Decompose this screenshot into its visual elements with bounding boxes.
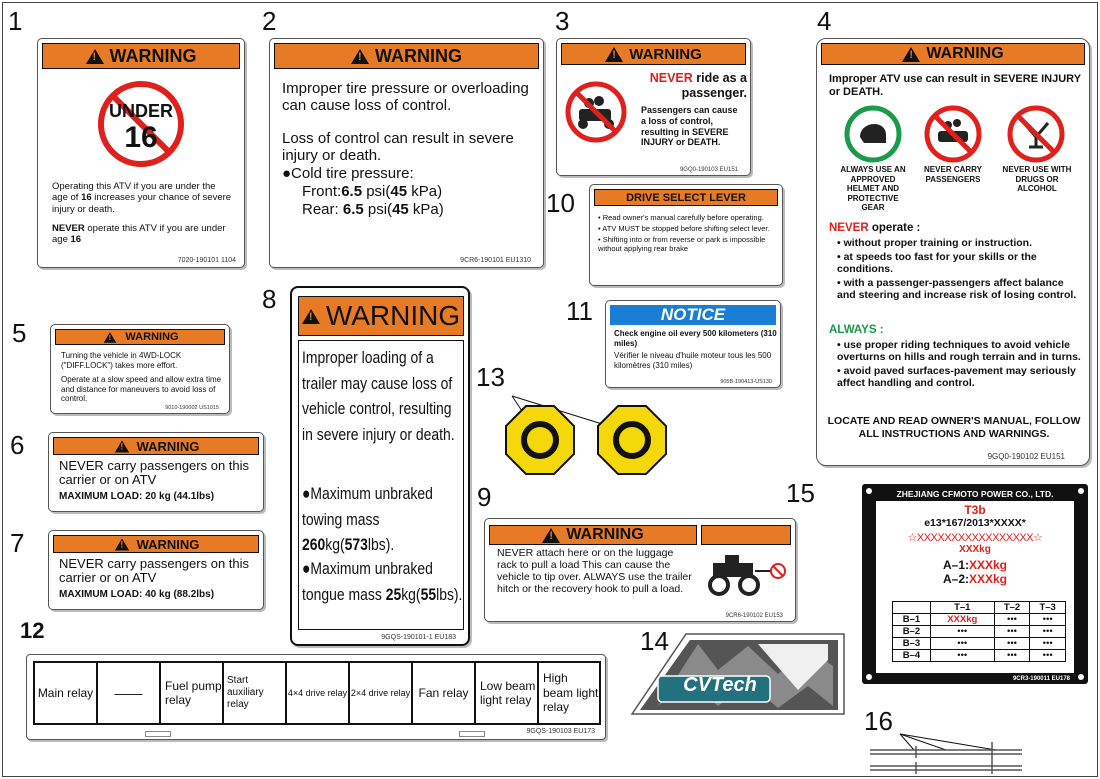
no-passenger-icon bbox=[565, 81, 627, 143]
max-load-text: MAXIMUM LOAD: 20 kg (44.1lbs) bbox=[59, 491, 215, 502]
tire-warning-line2: Loss of control can result in severe injury or death. bbox=[282, 130, 514, 164]
drive-select-item: • Read owner's manual carefully before operating. bbox=[598, 213, 764, 222]
oil-check-french: Vérifier le niveau d'huile moteur tous les 500 kilomètres (310 miles) bbox=[614, 351, 772, 370]
label-13-hub-caps bbox=[496, 388, 676, 488]
slow-speed-text: Operate at a slow speed and allow extra time and distance for maneuvers to avoid loss of control. bbox=[61, 375, 222, 404]
label-8-trailer bbox=[290, 286, 470, 646]
trailer-warning-text: Improper loading of a trailer may cause loss of vehicle control, resulting in severe injury or death. bbox=[302, 348, 455, 444]
max-load-text: MAXIMUM LOAD: 40 kg (88.2lbs) bbox=[59, 589, 215, 600]
towing-mass-text: ●Maximum unbraked towing mass 260kg(573lbs). bbox=[302, 484, 433, 554]
warning-header: ! WARNING bbox=[55, 329, 225, 345]
part-code: 9CR6-190101 EU1310 bbox=[460, 257, 531, 264]
carrier-text: NEVER carry passengers on this carrier or on ATV bbox=[59, 458, 250, 488]
relay-cell: Main relay bbox=[35, 663, 98, 723]
label-11-oil-notice bbox=[605, 300, 781, 388]
warning-header: ! WARNING bbox=[42, 43, 240, 69]
trailer-text-box bbox=[298, 340, 464, 630]
age-text: 16 bbox=[124, 121, 158, 154]
label-number-6: 6 bbox=[10, 430, 25, 460]
label-number-11: 11 bbox=[566, 296, 593, 326]
table-row: B–1 XXXkg ••• ••• bbox=[893, 614, 1066, 626]
drive-select-header: DRIVE SELECT LEVER bbox=[594, 189, 778, 206]
part-code: 9CR3-190011 EU178 bbox=[1012, 676, 1070, 682]
table-header bbox=[893, 602, 931, 614]
warning-header: ! WARNING bbox=[298, 296, 464, 336]
label-number-10: 10 bbox=[546, 188, 575, 218]
label-number-13: 13 bbox=[476, 362, 505, 392]
diff-lock-text: Turning the vehicle in 4WD-LOCK ("DIFF.LOCK") takes more effort. bbox=[61, 351, 182, 370]
table-header: T–2 bbox=[994, 602, 1030, 614]
never-list bbox=[837, 237, 1081, 301]
label-number-14: 14 bbox=[640, 626, 669, 656]
mount-slot bbox=[459, 731, 485, 737]
label-number-3: 3 bbox=[555, 6, 570, 36]
warning-triangle-icon bbox=[114, 538, 128, 550]
part-code: 9GQ0-190103 EU151 bbox=[679, 167, 738, 173]
part-code: 9GQS-190103 EU173 bbox=[526, 728, 595, 735]
label-number-9: 9 bbox=[477, 482, 492, 512]
table-header: T–3 bbox=[1030, 602, 1066, 614]
label-number-4: 4 bbox=[817, 6, 832, 36]
tongue-mass-text: ●Maximum unbraked tongue mass 25kg(55lbs). bbox=[302, 559, 463, 604]
warning-triangle-icon bbox=[542, 528, 560, 543]
table-row: B–4 ••• ••• ••• bbox=[893, 650, 1066, 662]
rivet-hole bbox=[1078, 674, 1084, 680]
warning-triangle-icon bbox=[114, 440, 128, 452]
cold-tire-pressure: ●Cold tire pressure: bbox=[282, 165, 414, 182]
helmet-icon bbox=[844, 105, 902, 163]
part-code: 9GQS-190101-1 EU183 bbox=[381, 634, 456, 641]
locate-manual-text: LOCATE AND READ OWNER'S MANUAL, FOLLOW ALL INSTRUCTIONS AND WARNINGS. bbox=[827, 415, 1081, 440]
never-ride-text: NEVER ride as a passenger. bbox=[649, 71, 747, 100]
passenger-danger-text: Passengers can cause a loss of control, resulting in SEVERE INJURY or DEATH. bbox=[641, 105, 738, 148]
always-item: • use proper riding techniques to avoid vehicle overturns on hills and rough terrain and in turns. bbox=[837, 339, 1081, 363]
warning-triangle-icon bbox=[86, 49, 104, 64]
no-drugs-alcohol-icon bbox=[1007, 105, 1065, 163]
relay-cell: Low beam light relay bbox=[476, 663, 539, 723]
always-item: • avoid paved surfaces-pavement may seriously affect handling and control. bbox=[837, 365, 1076, 389]
label-15-nameplate bbox=[862, 484, 1088, 684]
relay-cell: 2×4 drive relay bbox=[350, 663, 413, 723]
warning-triangle-icon bbox=[302, 309, 320, 324]
relay-cell: Start auxiliary relay bbox=[224, 663, 287, 723]
relay-table bbox=[33, 661, 601, 725]
warning-header: ! WARNING bbox=[561, 43, 746, 65]
label-9-no-tow bbox=[484, 518, 796, 622]
improper-use-text: Improper ATV use can result in SEVERE INJURY or DEATH. bbox=[829, 73, 1081, 99]
label-16-stripes bbox=[866, 730, 1026, 774]
warning-header: ! WARNING bbox=[53, 535, 259, 553]
table-row: B–3 ••• ••• ••• bbox=[893, 638, 1066, 650]
company-name: ZHEJIANG CFMOTO POWER CO., LTD. bbox=[896, 489, 1054, 499]
warning-header: ! WARNING bbox=[274, 43, 539, 69]
never-item: • without proper training or instruction. bbox=[837, 237, 1032, 249]
never-item: • with a passenger-passengers affect balance and steering and increase risk of losing control. bbox=[837, 277, 1077, 301]
t3b-class: T3b bbox=[964, 503, 986, 517]
table-header: T–1 bbox=[930, 602, 994, 614]
label-number-12: 12 bbox=[20, 618, 45, 643]
label-1-under-16 bbox=[37, 38, 245, 268]
relay-cell-empty: —— bbox=[98, 663, 161, 723]
mass-field: XXXkg bbox=[959, 544, 991, 555]
axle-a2: A–2:XXXkg bbox=[942, 572, 1008, 586]
drive-select-list bbox=[598, 213, 778, 253]
warning-triangle-icon bbox=[902, 47, 920, 62]
under-16-text: Operating this ATV if you are under the age of 16 increases your chance of severe injury or death. bbox=[52, 181, 232, 215]
label-12-relay-map bbox=[26, 654, 606, 740]
drive-select-item: • Shifting into or from reverse or park is impossible without applying rear brake bbox=[598, 235, 766, 253]
warning-triangle-icon bbox=[351, 49, 369, 64]
rivet-hole bbox=[866, 674, 872, 680]
never-item: • at speeds too fast for your skills or the conditions. bbox=[837, 251, 1037, 275]
drive-select-item: • ATV MUST be stopped before shifting select lever. bbox=[598, 224, 770, 233]
drugs-caption: NEVER USE WITH DRUGS OR ALCOHOL bbox=[1002, 165, 1072, 194]
label-6-carrier-20kg bbox=[48, 432, 264, 512]
part-code: 9GQ0-190102 EU151 bbox=[987, 452, 1065, 461]
notice-header: NOTICE bbox=[610, 305, 776, 325]
never-operate-text: NEVER operate this ATV if you are under age 16 bbox=[52, 223, 226, 246]
always-list bbox=[837, 339, 1081, 389]
no-passengers-icon bbox=[924, 105, 982, 163]
mount-slot bbox=[145, 731, 171, 737]
relay-cell: Fuel pump relay bbox=[161, 663, 224, 723]
approval-number: e13*167/2013*XXXX* bbox=[924, 517, 1026, 529]
warning-header: ! WARNING bbox=[489, 525, 697, 545]
table-row: B–2 ••• ••• ••• bbox=[893, 626, 1066, 638]
never-operate-heading: NEVER operate : bbox=[829, 222, 921, 234]
label-5-diff-lock bbox=[50, 324, 230, 414]
warning-header: ! WARNING bbox=[821, 43, 1085, 65]
oil-check-text: Check engine oil every 500 kilometers (310 miles) bbox=[614, 329, 777, 348]
carrier-text: NEVER carry passengers on this carrier or on ATV bbox=[59, 556, 250, 586]
label-number-15: 15 bbox=[786, 478, 815, 508]
load-table bbox=[892, 601, 1066, 662]
part-code: 9010-190002 US1015 bbox=[165, 405, 219, 411]
part-code: 905B-190413-US130 bbox=[720, 379, 772, 385]
label-number-2: 2 bbox=[262, 6, 277, 36]
always-heading: ALWAYS : bbox=[829, 324, 884, 336]
warning-triangle-icon bbox=[605, 47, 623, 62]
nameplate-body bbox=[876, 501, 1074, 673]
axle-a1: A–1:XXXkg bbox=[942, 558, 1008, 572]
relay-cell: 4×4 drive relay bbox=[287, 663, 350, 723]
part-code: 7020-190101 1104 bbox=[177, 257, 236, 264]
helmet-caption: ALWAYS USE AN APPROVED HELMET AND PROTECTIVE GEAR bbox=[840, 165, 906, 213]
relay-cell: Fan relay bbox=[413, 663, 476, 723]
vin-field: ☆XXXXXXXXXXXXXXXXX☆ bbox=[907, 532, 1043, 544]
label-number-5: 5 bbox=[12, 318, 27, 348]
rear-pressure: Rear: 6.5 psi(45 kPa) bbox=[302, 201, 444, 218]
label-number-7: 7 bbox=[10, 528, 25, 558]
relay-cell: High beam light relay bbox=[543, 671, 599, 715]
hub-cap-left bbox=[506, 406, 574, 474]
tire-warning-line1: Improper tire pressure or overloading can cause loss of control. bbox=[282, 80, 529, 114]
label-number-1: 1 bbox=[8, 6, 23, 36]
passengers-caption: NEVER CARRY PASSENGERS bbox=[924, 165, 982, 184]
label-2-tire-pressure bbox=[269, 38, 544, 268]
label-number-16: 16 bbox=[864, 706, 893, 736]
label-4-atv-safety bbox=[816, 38, 1090, 466]
label-10-drive-select bbox=[589, 184, 783, 286]
cvtech-logo-text: CVTech bbox=[683, 674, 757, 696]
warning-header: ! WARNING bbox=[53, 437, 259, 455]
label-3-no-passenger bbox=[556, 38, 751, 176]
label-number-8: 8 bbox=[262, 284, 277, 314]
atv-tow-icon bbox=[703, 549, 791, 607]
hub-cap-right bbox=[598, 406, 666, 474]
label-7-carrier-40kg bbox=[48, 530, 264, 610]
part-code: 9CR6-190102 EU153 bbox=[725, 613, 783, 619]
under-text: UNDER bbox=[108, 101, 173, 121]
no-tow-text: NEVER attach here or on the luggage rack to pull a load This can cause the vehicle to tip over. ALWAYS use the trailer hitch or the recovery hook to pull a load. bbox=[497, 547, 692, 596]
front-pressure: Front:6.5 psi(45 kPa) bbox=[302, 183, 443, 200]
warning-triangle-icon bbox=[104, 332, 117, 343]
icon-header-bar bbox=[701, 525, 791, 545]
